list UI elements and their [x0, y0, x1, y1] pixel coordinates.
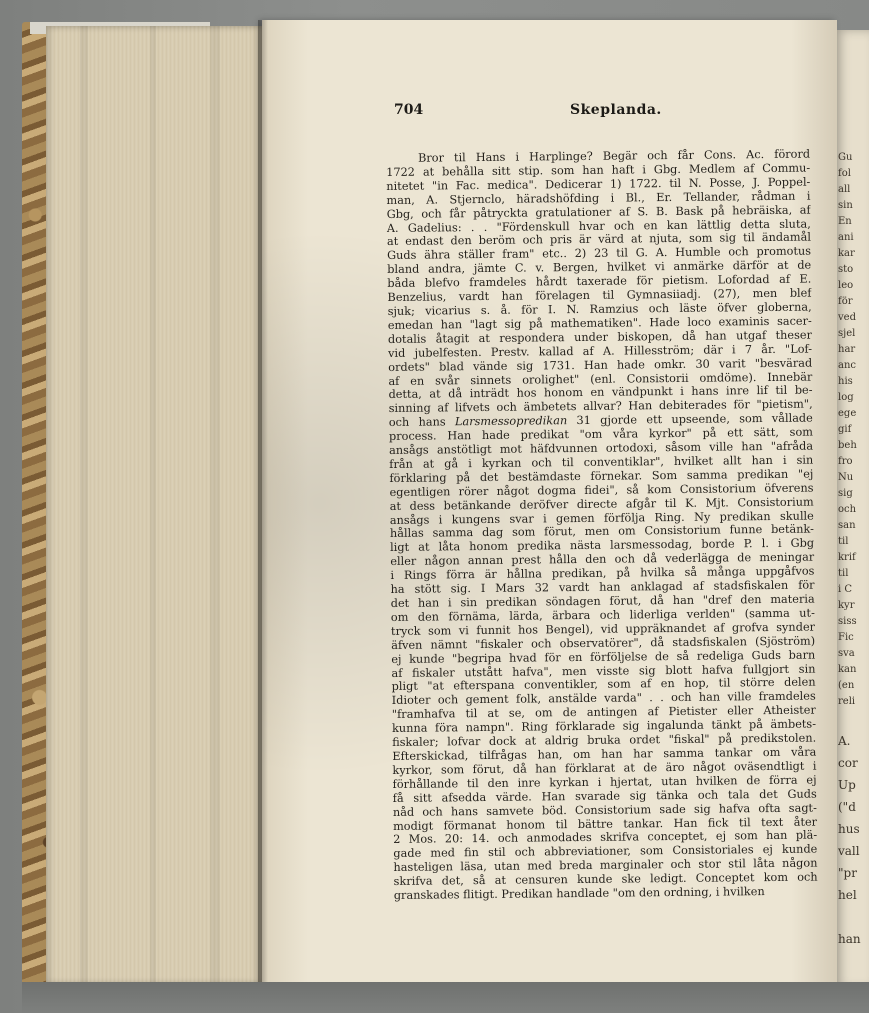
text-line: nåd och hans samvete böd. Consistorium sade sig hafva ofta sagt-	[392, 801, 817, 819]
text-line: A. Gadelius: . . "Fördenskull hvar och en kan lättlig detta sluta,	[386, 217, 811, 235]
facing-page-fragment: siss	[838, 616, 857, 627]
text-line: bland andra, jämte C. v. Bergen, hvilket vi anmärke därför at de	[387, 258, 812, 277]
text-line: egentligen rörer något dogma fidei", så kom Consistorium öfverens	[389, 481, 814, 499]
text-line: få sitt afsedda värde. Han svarade sig tänka och tala det Guds	[392, 787, 817, 805]
text-line: dotalis åtagit at respondera under biskopen, då han utgaf theser	[387, 328, 813, 346]
book-page	[262, 20, 837, 986]
text-line: nitetet "in Fac. medica". Dedicerar 1) 1722. til N. Posse, J. Poppel-	[386, 175, 811, 193]
facing-page-fragment: gif	[838, 424, 852, 435]
facing-page-fragment: sig	[838, 488, 853, 499]
text-line: ansågs anstötligt mot häfdvunnen ortodoxi, såsom ville han "afråda	[389, 439, 814, 458]
facing-page-fragment: ved	[838, 312, 856, 323]
text-line: och hans Larsmessopredikan 31 gjorde ett upseende, som vållade	[388, 411, 813, 430]
text-line: at dess betänkande deröfver directe afgår til K. Mjt. Consistorium	[389, 495, 814, 513]
facing-page-fragment: sin	[838, 200, 853, 211]
facing-page-text-upper	[838, 150, 869, 710]
text-line: Benzelius, vardt han förelagen til Gymnasiiadj. (27), men blef	[387, 286, 812, 305]
facing-page-fragment: kar	[838, 248, 855, 259]
facing-page-fragment: En	[838, 216, 852, 227]
facing-page-fragment: fol	[838, 168, 851, 179]
text-line: Gbg, och får påtryckta gratulationer af S. B. Bask på hebräiska, af	[386, 203, 811, 221]
facing-page-fragment: ani	[838, 232, 854, 243]
text-line: båda blefvo framdeles hårdt taxerade för pietism. Lofordad af E.	[387, 272, 812, 291]
text-line: om den förnäma, lärda, ärbara och liderliga verlden" (samma ut-	[390, 606, 815, 624]
text-line: i Rings förra är hållna predikan, på hvilka så många uppgåfvos	[390, 564, 815, 583]
text-line: pligt "at efterspana conventikler, som af en hop, til större delen	[391, 675, 816, 694]
text-line: gade med fin stil och abbreviationer, som Consistoriales ej kunde	[393, 842, 818, 861]
text-line: detta, at då inträdt hos honom en vändpunkt i hans inre lif til be-	[388, 383, 813, 402]
text-line: från at gå i kyrkan och til conventiklar", hvilket allt han i sin	[389, 453, 814, 471]
facing-page-fragment: Nu	[838, 472, 854, 483]
page-edge-band	[80, 26, 88, 984]
facing-page-fragment: och	[838, 504, 857, 515]
page-edge-band	[150, 26, 156, 984]
text-line: af fiskaler utstått hafva", men visste sig blott hafva fullgjort sin	[391, 662, 816, 680]
facing-page-fragment: hus	[838, 822, 860, 836]
facing-page-fragment: (en	[838, 680, 855, 691]
text-line: sjuk; vicarius s. å. för I. N. Ramzius och läste öfver globerna,	[387, 300, 812, 318]
facing-page-fragment: har	[838, 344, 856, 355]
facing-page-fragment: hel	[838, 888, 857, 902]
text-line: vid jubelfesten. Prestv. kallad af A. Hillesström; där i 7 år. "Lof-	[388, 342, 813, 360]
facing-page-fragment: san	[838, 520, 856, 531]
facing-page-fragment: his	[838, 376, 853, 387]
text-line: kyrkor, som förut, då han förklarat at de äro något oväsendtligt i	[392, 759, 817, 777]
facing-page-text-lower	[838, 730, 869, 950]
text-line: ha stött sig. I Mars 32 vardt han anklagad af stadsfiskalen för	[390, 578, 815, 597]
facing-page-fragment: sjel	[838, 328, 856, 339]
facing-page-fragment: ege	[838, 408, 857, 419]
facing-page-fragment: "pr	[838, 866, 857, 880]
facing-page-fragment: Up	[838, 778, 856, 792]
text-line: 2 Mos. 20: 14. och anmodades skrifva conceptet, ej som han plä-	[393, 828, 818, 847]
spine-shadow	[258, 20, 268, 986]
facing-page-fragment: til	[838, 568, 849, 579]
facing-page-fragment: fro	[838, 456, 853, 467]
text-line: af en svår sinnets orolighet" (enl. Consistorii omdöme). Innebär	[388, 370, 813, 388]
facing-page-fragment: Gu	[838, 152, 853, 163]
facing-page-fragment: til	[838, 536, 849, 547]
page-edge-band	[210, 26, 220, 984]
text-line: skrifva det, så at censuren kunde ske ledigt. Conceptet kom och	[393, 870, 818, 889]
text-line: hållas samma dag som förut, men om Consistorium funne betänk-	[389, 523, 815, 541]
facing-page-fragment: krif	[838, 552, 856, 563]
text-line: modigt förmanat honom til bättre tankar. Han fick til text åter	[392, 815, 818, 833]
text-line: "framhafva til at se, om de antingen af Pietister eller Atheister	[391, 703, 816, 722]
facing-page-edge	[835, 30, 869, 988]
facing-page-fragment: sto	[838, 264, 854, 275]
text-line: äfven nämnt "fiskaler och observatörer", då stadsfiskalen (Sjöström)	[391, 634, 816, 652]
text-line: tryck som vi funnit hos Bengel), vid uppräknandet af grofva synder	[390, 620, 816, 638]
facing-page-fragment: han	[838, 932, 861, 946]
facing-page-fragment: all	[838, 184, 851, 195]
text-line: Idioter och gement folk, anstälde varda" . . och han ville framdeles	[391, 689, 816, 708]
text-line: hasteligen läsa, utan med breda marginaler och stor stil låta någon	[393, 856, 818, 875]
text-line: förhållande til den inre kyrkan i hjertat, utan hvilken de förra ej	[392, 773, 817, 791]
facing-page-fragment: beh	[838, 440, 857, 451]
bottom-shadow	[22, 982, 869, 1013]
text-line: fiskaler; lofvar dock at aldrig bruka ordet "fiskal" på predikstolen.	[392, 731, 817, 750]
text-line: Efterskickad, tilfrågas han, om han har samma tankar om våra	[392, 745, 817, 763]
text-line: ordets" blad vände sig 1731. Han hade omkr. 30 varit "besvärad	[388, 356, 813, 374]
running-title: Skeplanda.	[570, 102, 662, 118]
text-line: process. Han hade predikat "om våra kyrkor" på ett sätt, som	[388, 425, 814, 444]
facing-page-fragment: ("d	[838, 800, 856, 814]
facing-page-fragment: kan	[838, 664, 857, 675]
text-line: Bror til Hans i Harplinge? Begär och får Cons. Ac. förord	[417, 147, 811, 165]
page-number: 704	[394, 102, 424, 118]
facing-page-fragment: A.	[838, 734, 851, 748]
facing-page-fragment: leo	[838, 280, 854, 291]
facing-page-fragment: Fic	[838, 632, 854, 643]
facing-page-fragment: sva	[838, 648, 855, 659]
facing-page-fragment: vall	[838, 844, 860, 858]
facing-page-fragment: cor	[838, 756, 858, 770]
text-line: 1722 at behålla sitt stip. som han haft i Gbg. Medlem af Commu-	[386, 161, 811, 179]
facing-page-fragment: kyr	[838, 600, 855, 611]
text-line: förklaring på det bestämdaste förnekar. Som samma predikan "ej	[389, 467, 814, 485]
facing-page-fragment: för	[838, 296, 853, 307]
facing-page-fragment	[838, 906, 869, 928]
body-text	[386, 148, 818, 903]
text-line: kunna föra nampn". Ring förklarade sig ingalunda tänkt på ämbets-	[391, 717, 817, 736]
text-line: emedan han "lagt sig på mathematiken". Hade loco examinis sacer-	[387, 314, 812, 332]
facing-page-fragment: i C	[838, 584, 853, 595]
text-line: sinning af lifvets och ämbetets allvar? Han debiterades för "pietism",	[388, 397, 813, 416]
text-line: Guds ähra ställer fram" etc.. 2) 23 til G. A. Humble och promotus	[387, 244, 812, 263]
text-line: eller någon annan prest hålla den och då vederlägga de meningar	[390, 550, 815, 569]
text-line: det han i sin predikan söndagen förut, då han "dref den materia	[390, 592, 815, 610]
facing-page-fragment: anc	[838, 360, 857, 371]
text-line: ligt at låta honom predika nästa larsmessodag, borde P. l. i Gbg	[390, 536, 815, 555]
text-line: granskades flitigt. Predikan handlade "om den ordning, i hvilken	[393, 885, 765, 902]
text-line: at endast den beröm och pris är värd at njuta, som sig til ändamål	[386, 230, 811, 249]
facing-page-fragment: log	[838, 392, 854, 403]
text-line: ansågs i kungens svar i gemen förfölja Ring. Ny predikan skulle	[389, 509, 814, 527]
text-line: man, A. Stjernclo, häradshöfding i Bl., Er. Tellander, rådman i	[386, 189, 811, 207]
text-line: ej kunde "begripa hvad för en förföljelse de så redeliga Guds barn	[391, 648, 816, 666]
facing-page-fragment: reli	[838, 696, 856, 707]
